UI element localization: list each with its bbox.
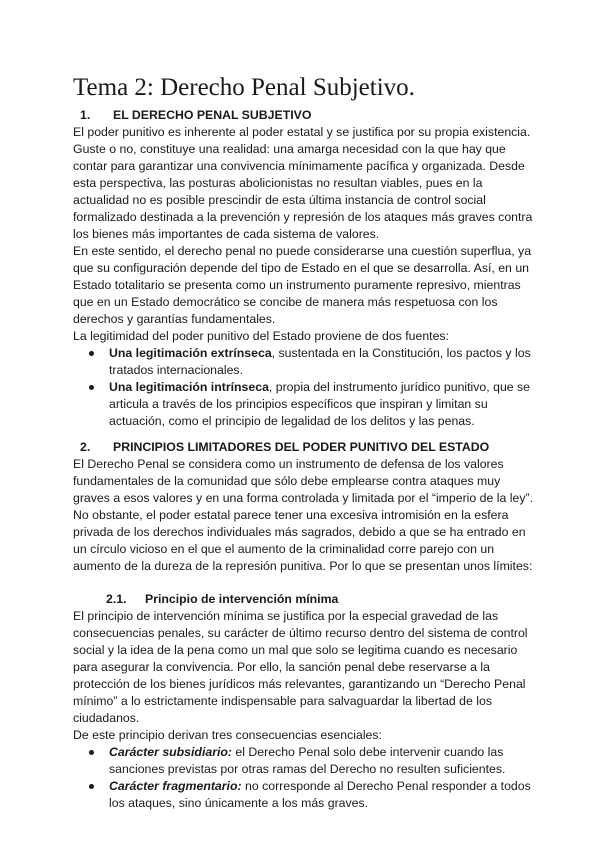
subsection-2-1-heading xyxy=(73,591,533,608)
section-1-heading-text: EL DERECHO PENAL SUBJETIVO xyxy=(113,108,312,122)
list-item-bold: Carácter subsidiario: xyxy=(109,745,233,759)
section-2-paragraph-1: El Derecho Penal se considera como un instrumento de defensa de los valores fundamentales de la comunidad que sólo debe emplearse contra ataques muy graves a esos valores y en una forma controlada y limitada por el “imperio de la ley”. No obstante, el poder estatal parece tener una excesiva intromisión en la esfera privada de los derechos individuales más sagrados, debido a que se ha entrado en un círculo vicioso en el que el aumento de la criminalidad corre parejo con un aumento de la dureza de la represión punitiva. Por lo que se presentan unos límites: xyxy=(73,457,533,573)
consequences-list xyxy=(73,744,533,812)
bullet-icon xyxy=(89,784,94,789)
list-item-text: el Derecho Penal solo debe intervenir cuando las sanciones previstas por otras ramas del Derecho no resulten suficientes. xyxy=(109,745,506,776)
list-item xyxy=(73,778,533,812)
legitimation-list xyxy=(73,345,533,430)
section-2-number: 2. xyxy=(80,440,91,454)
list-item-text: no corresponde al Derecho Penal responder a todos los ataques, sino únicamente a los más graves. xyxy=(109,779,531,810)
section-1-paragraph-1: El poder punitivo es inherente al poder estatal y se justifica por su propia existencia. Guste o no, constituye una realidad: una amarga necesidad con la que hay que contar para garantizar una convivencia mínimamente pacífica y organizada. Desde esta perspectiva, las posturas abolicionistas no resultan viables, pues en la actualidad no es posible prescindir de esta última instancia de control social formalizado destinada a la prevención y represión de los ataques más graves contra los bienes más importantes de cada sistema de valores. xyxy=(73,125,533,241)
list-item-text: , propia del instrumento jurídico punitivo, que se articula a través de los principios específicos que inspiran y limitan su actuación, como el principio de legalidad de los delitos y las penas. xyxy=(109,380,531,428)
list-item-bold: Una legitimación intrínseca xyxy=(109,380,269,394)
subsection-2-1-heading-text: Principio de intervención mínima xyxy=(145,592,339,606)
document-page xyxy=(73,72,533,812)
section-2-heading xyxy=(73,439,533,456)
section-1-paragraph-3: La legitimidad del poder punitivo del Estado proviene de dos fuentes: xyxy=(73,329,449,343)
bullet-icon xyxy=(89,750,94,755)
subsection-2-1-number: 2.1. xyxy=(106,592,127,606)
list-item xyxy=(73,744,533,778)
list-item xyxy=(73,345,533,379)
section-2-heading-text: PRINCIPIOS LIMITADORES DEL PODER PUNITIVO DEL ESTADO xyxy=(113,440,490,454)
section-1-heading xyxy=(73,107,533,124)
document-title: Tema 2: Derecho Penal Subjetivo. xyxy=(73,74,415,101)
section-1-paragraph-2: En este sentido, el derecho penal no puede considerarse una cuestión superflua, ya que su configuración depende del tipo de Estado en el que se desarrolla. Así, en un Estado totalitario se presenta como un instrumento puramente represivo, mientras que en un Estado democrático se concibe de manera más respetuosa con los derechos y garantías fundamentales. xyxy=(73,244,532,326)
list-item-text: , sustentada en la Constitución, los pactos y los tratados internacionales. xyxy=(109,346,531,377)
spacer xyxy=(73,575,533,591)
subsection-2-1-paragraph-1: El principio de intervención mínima se justifica por la especial gravedad de las consecuencias penales, su carácter de último recurso dentro del sistema de control social y la idea de la pena como un mal que solo se legitima cuando es necesario para asegurar la convivencia. Por ello, la sanción penal debe reservarse a la protección de los bienes jurídicos más relevantes, garantizando un “Derecho Penal mínimo” a lo estrictamente indispensable para salvaguardar la libertad de los ciudadanos. xyxy=(73,609,528,725)
list-item xyxy=(73,379,533,430)
spacer xyxy=(73,430,533,439)
section-1-number: 1. xyxy=(80,108,91,122)
list-item-bold: Una legitimación extrínseca xyxy=(109,346,272,360)
subsection-2-1-paragraph-2: De este principio derivan tres consecuencias esenciales: xyxy=(73,728,382,742)
bullet-icon xyxy=(89,351,94,356)
list-item-bold: Carácter fragmentario: xyxy=(109,779,242,793)
bullet-icon xyxy=(89,385,94,390)
